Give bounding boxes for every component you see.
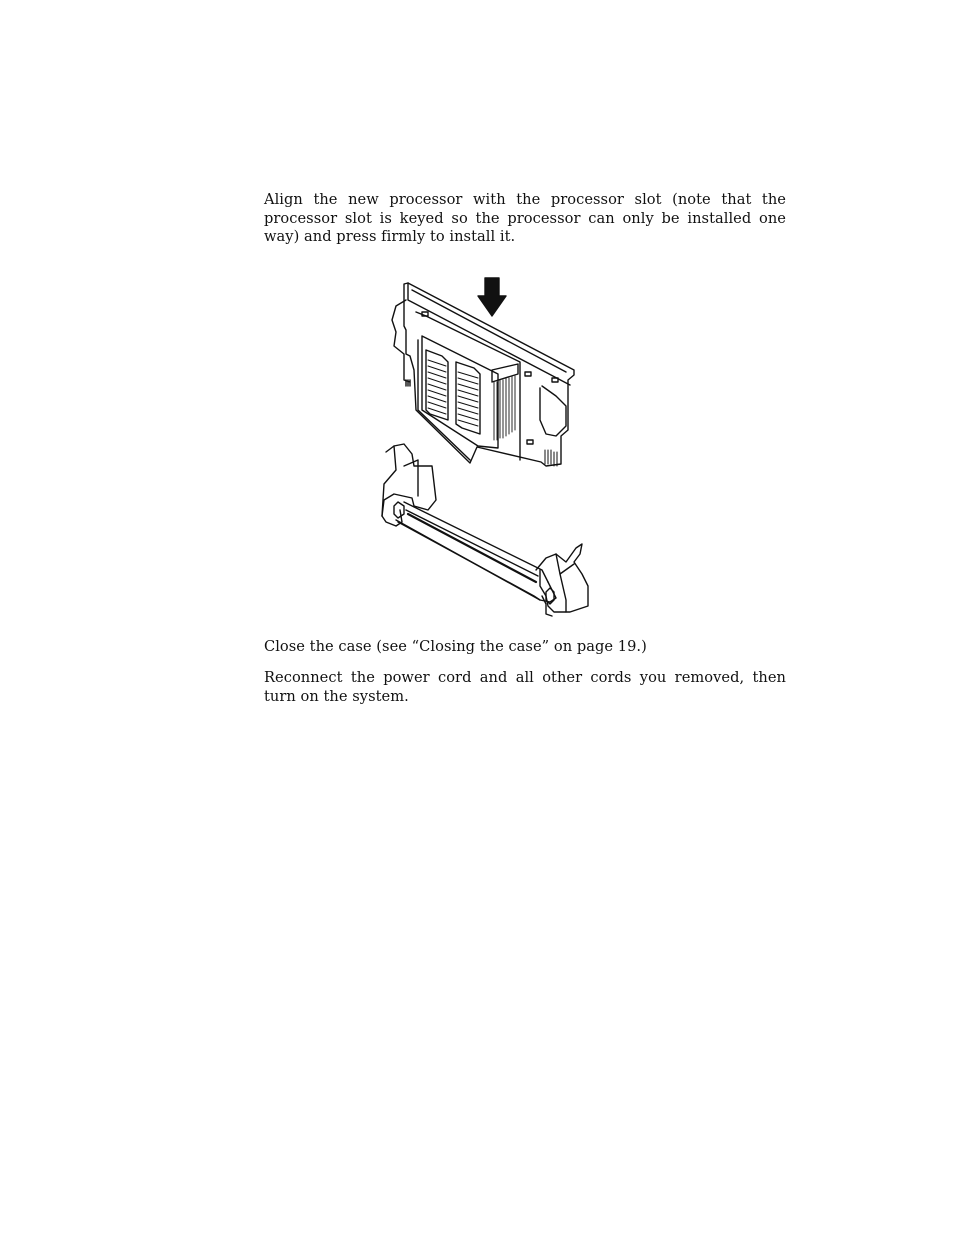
instruction-align-processor: Align the new processor with the processor slot (note that the processor slot is keyed so the processor can only be installed one way) and press firmly to install it. [264, 191, 786, 246]
processor-slot-body [396, 520, 556, 602]
processor-illustration-svg [370, 270, 600, 620]
edge-connector-contacts [545, 450, 557, 466]
left-retention-tab [392, 300, 410, 382]
down-arrow-icon [478, 278, 506, 316]
instruction-close-case: Close the case (see “Closing the case” on page 19.) [264, 638, 647, 655]
slot-right-retention-post [536, 544, 588, 612]
right-retention-tab [540, 386, 566, 436]
instruction-reconnect-cords: Reconnect the power cord and all other cords you removed, then turn on the system. [264, 669, 786, 705]
processor-installation-figure [370, 270, 600, 620]
